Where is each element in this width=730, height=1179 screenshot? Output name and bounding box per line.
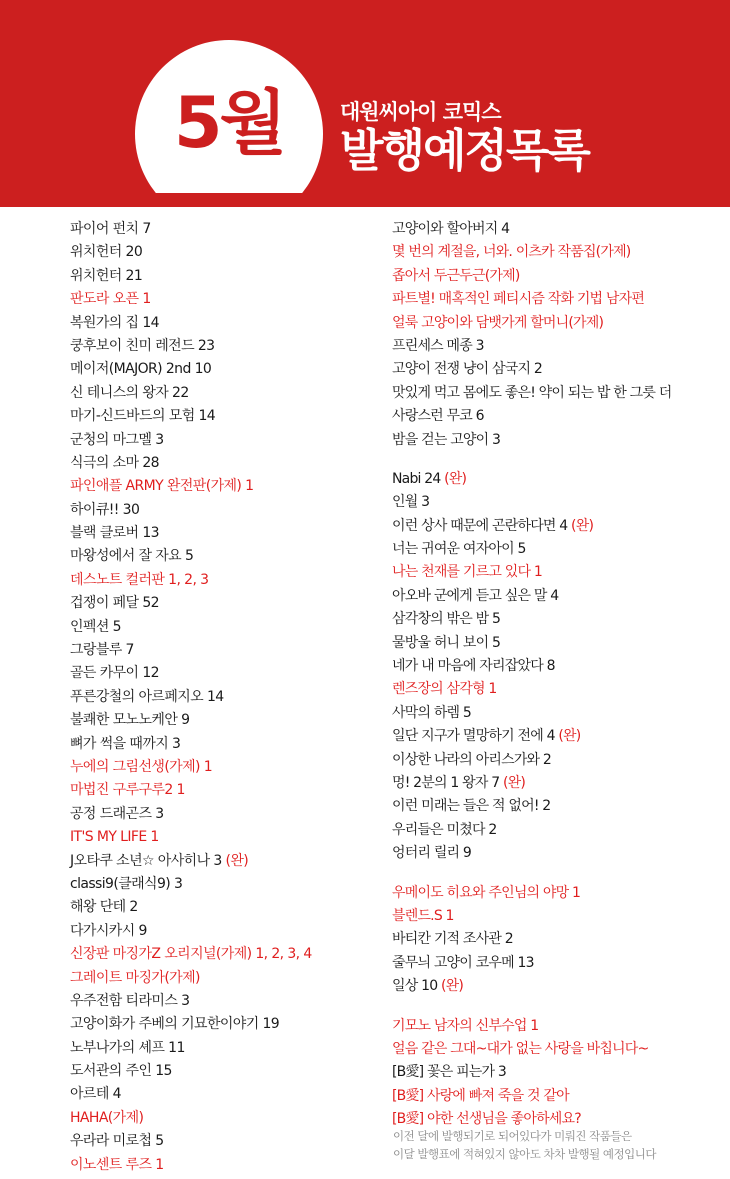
list-item (70, 779, 360, 802)
list-item-title: 다가시카시 9 (70, 922, 147, 939)
list-item-title: 바티칸 기적 조사관 2 (392, 931, 513, 948)
group-spacer (392, 866, 722, 882)
list-item (392, 928, 722, 951)
publisher-label: 대원씨아이 코믹스 (340, 100, 501, 124)
list-item (70, 288, 360, 311)
completed-badge: (완) (221, 852, 249, 869)
list-item (70, 592, 360, 615)
list-item (392, 702, 722, 725)
list-item-title: 렌즈장의 삼각형 1 (392, 681, 497, 698)
list-item-title: 식극의 소마 28 (70, 454, 159, 471)
list-item (70, 405, 360, 428)
list-item-title: 삼각창의 밖은 밤 5 (392, 611, 501, 628)
list-item (70, 1060, 360, 1083)
list-item-title: 인펙션 5 (70, 618, 121, 635)
list-item-title: 푸른강철의 아르페지오 14 (70, 688, 224, 705)
list-item (70, 382, 360, 405)
page-title: 발행예정목록 (340, 124, 589, 177)
list-item-title: 누에의 그림선생(가제) 1 (70, 758, 213, 775)
list-item-title: 우메이도 히요와 주인님의 야망 1 (392, 884, 581, 901)
list-item (70, 943, 360, 966)
list-item-title: 해왕 단테 2 (70, 899, 138, 916)
list-item-title: 신 테니스의 왕자 22 (70, 384, 189, 401)
list-item (392, 468, 722, 491)
list-item (70, 499, 360, 522)
list-item-title: 뼈가 썩을 때까지 3 (70, 735, 181, 752)
list-item (392, 515, 722, 538)
list-item (392, 678, 722, 701)
list-item-title: 파이어 펀치 7 (70, 221, 151, 237)
list-item (70, 686, 360, 709)
list-item-title: J오타쿠 소년☆ 아사히나 3 (70, 852, 222, 869)
list-item (392, 1085, 722, 1108)
list-item-title: 인월 3 (392, 494, 430, 511)
list-item (392, 795, 722, 818)
month-label: 5월 (173, 82, 285, 164)
list-item (392, 335, 722, 358)
completed-badge: (완) (440, 470, 467, 487)
list-item (70, 733, 360, 756)
list-item (70, 896, 360, 919)
list-item (392, 655, 722, 678)
list-item (70, 358, 360, 381)
completed-badge: (완) (554, 728, 581, 745)
list-item-title: 위치헌터 21 (70, 267, 143, 284)
list-item (392, 749, 722, 772)
list-item (70, 873, 360, 896)
list-item (70, 920, 360, 943)
list-item (70, 569, 360, 592)
list-item (70, 1083, 360, 1106)
list-item (392, 405, 722, 428)
list-item-title: 줄무늬 고양이 코우메 13 (392, 954, 534, 971)
list-item-title: 맛있게 먹고 몸에도 좋은! 약이 되는 밥 한 그릇 더 (392, 384, 672, 401)
list-item-title: [B愛] 야한 선생님을 좋아하세요? (392, 1111, 581, 1128)
list-item-title: 군청의 마그멜 3 (70, 431, 164, 448)
list-item (392, 1038, 722, 1061)
list-item-title: 마법진 구루구루2 1 (70, 782, 185, 799)
list-item (392, 585, 722, 608)
list-item-title: 신장판 마징가Z 오리지널(가제) 1, 2, 3, 4 (70, 946, 312, 963)
list-item-title: 얼음 같은 그대~대가 없는 사랑을 바칩니다~ (392, 1040, 649, 1057)
list-item-title: 마왕성에서 잘 자요 5 (70, 548, 194, 565)
list-item (70, 709, 360, 732)
list-item (70, 639, 360, 662)
list-item (392, 241, 722, 264)
list-item-title: 데스노트 컬러판 1, 2, 3 (70, 571, 209, 588)
group-spacer (392, 999, 722, 1015)
list-item-title: 우리들은 미쳤다 2 (392, 821, 497, 838)
list-item-title: 그랑블루 7 (70, 642, 134, 659)
list-item (70, 1107, 360, 1130)
list-item-title: Nabi 24 (392, 470, 441, 487)
list-item-title: 골든 카무이 12 (70, 665, 159, 682)
list-item (392, 975, 722, 998)
list-item-title: 고양이와 할아버지 4 (392, 221, 510, 237)
list-item (392, 1015, 722, 1038)
list-item (70, 990, 360, 1013)
list-item-title: classi9(클래식9) 3 (70, 875, 183, 892)
list-item (70, 616, 360, 639)
list-item-title: 우주전함 티라미스 3 (70, 992, 190, 1009)
left-column-list (70, 218, 360, 1177)
list-item (70, 1130, 360, 1153)
list-item (392, 905, 722, 928)
list-item (392, 952, 722, 975)
list-item (392, 429, 722, 452)
list-item (392, 725, 722, 748)
list-item-title: 아르테 4 (70, 1086, 121, 1103)
list-item-title: 일단 지구가 멸망하기 전에 4 (392, 728, 555, 745)
header-bottom-bar (0, 193, 730, 207)
list-item-title: 이런 상사 때문에 곤란하다면 4 (392, 517, 568, 534)
list-item-title: 위치헌터 20 (70, 244, 143, 261)
list-item (392, 772, 722, 795)
list-item-title: 기모노 남자의 신부수업 1 (392, 1017, 539, 1034)
completed-badge: (완) (437, 978, 464, 995)
list-item (392, 218, 722, 241)
list-item (392, 882, 722, 905)
list-item (70, 241, 360, 264)
list-item-title: 고양이 전쟁 냥이 삼국지 2 (392, 361, 542, 378)
list-item (392, 358, 722, 381)
list-item (70, 312, 360, 335)
list-item (70, 1154, 360, 1177)
list-item (392, 288, 722, 311)
list-item-title: 좁아서 두근두근(가제) (392, 267, 520, 284)
list-item (70, 429, 360, 452)
right-column-list (392, 218, 722, 1131)
list-item (70, 826, 360, 849)
list-item (70, 850, 360, 873)
list-item-title: 이노센트 루즈 1 (70, 1156, 164, 1173)
list-item (70, 803, 360, 826)
list-item-title: [B愛] 사랑에 빠져 죽을 것 같아 (392, 1087, 569, 1104)
list-item (70, 265, 360, 288)
list-item-title: [B愛] 꽃은 피는가 3 (392, 1064, 507, 1081)
list-item-title: 멍! 2분의 1 왕자 7 (392, 774, 500, 791)
footnote-line: 이전 달에 발행되기로 되어있다가 미뤄진 작품들은 (393, 1129, 632, 1143)
list-item (392, 632, 722, 655)
list-item (70, 452, 360, 475)
list-item (70, 756, 360, 779)
list-item-title: 일상 10 (392, 978, 438, 995)
list-item (70, 475, 360, 498)
list-item-title: 블랙 클로버 13 (70, 525, 159, 542)
list-item (70, 1037, 360, 1060)
list-item-title: 복원가의 집 14 (70, 314, 159, 331)
list-item-title: 겁쟁이 페달 52 (70, 595, 159, 612)
list-item-title: 얼룩 고양이와 담뱃가게 할머니(가제) (392, 314, 604, 331)
list-item (392, 608, 722, 631)
list-item-title: 파인애플 ARMY 완전판(가제) 1 (70, 478, 254, 495)
list-item-title: 판도라 오픈 1 (70, 291, 151, 308)
list-item-title: 이상한 나라의 아리스가와 2 (392, 751, 552, 768)
list-item (70, 218, 360, 241)
list-item-title: 블렌드.S 1 (392, 907, 454, 924)
list-item-title: 하이큐!! 30 (70, 501, 140, 518)
list-item-title: 도서관의 주인 15 (70, 1063, 172, 1080)
list-item (392, 819, 722, 842)
list-item (392, 842, 722, 865)
list-item (70, 967, 360, 990)
list-item (70, 662, 360, 685)
list-item (392, 382, 722, 405)
footnote (393, 1127, 713, 1163)
list-item (392, 312, 722, 335)
list-item-title: 파트별! 매혹적인 페티시즘 작화 기법 남자편 (392, 291, 645, 308)
list-item-title: 공정 드래곤즈 3 (70, 805, 164, 822)
list-item-title: 몇 번의 계절을, 너와. 이츠카 작품집(가제) (392, 244, 631, 261)
list-item-title: 쿵후보이 친미 레전드 23 (70, 337, 215, 354)
list-item-title: 물방울 허니 보이 5 (392, 634, 501, 651)
list-item-title: 우라라 미로첩 5 (70, 1133, 164, 1150)
list-item (70, 335, 360, 358)
list-item-title: 프린세스 메종 3 (392, 337, 484, 354)
group-spacer (392, 452, 722, 468)
list-item-title: 사막의 하렘 5 (392, 704, 472, 721)
list-item-title: 노부나가의 셰프 11 (70, 1039, 185, 1056)
list-item-title: 아오바 군에게 듣고 싶은 말 4 (392, 587, 559, 604)
list-item (392, 265, 722, 288)
list-item-title: 마기-신드바드의 모험 14 (70, 408, 216, 425)
list-item-title: 네가 내 마음에 자리잡았다 8 (392, 658, 555, 675)
list-item-title: 그레이트 마징가(가제) (70, 969, 200, 986)
list-item-title: 사랑스런 무코 6 (392, 408, 484, 425)
list-item (392, 491, 722, 514)
list-item (70, 522, 360, 545)
list-item-title: 이런 미래는 들은 적 없어! 2 (392, 798, 551, 815)
list-item-title: 엉터리 릴리 9 (392, 845, 472, 862)
list-item (70, 545, 360, 568)
list-item-title: 고양이화가 주베의 기묘한이야기 19 (70, 1016, 280, 1033)
list-item (392, 538, 722, 561)
list-item (70, 1013, 360, 1036)
list-item-title: 밤을 걷는 고양이 3 (392, 431, 501, 448)
list-item (392, 561, 722, 584)
list-item-title: 나는 천재를 기르고 있다 1 (392, 564, 542, 581)
completed-badge: (완) (499, 774, 526, 791)
footnote-line: 이달 발행표에 적혀있지 않아도 차차 발행될 예정입니다 (393, 1147, 656, 1161)
list-item-title: 너는 귀여운 여자아이 5 (392, 541, 526, 558)
list-item-title: HAHA(가제) (70, 1109, 144, 1126)
completed-badge: (완) (567, 517, 594, 534)
list-item (392, 1061, 722, 1084)
list-item-title: 불쾌한 모노노케안 9 (70, 712, 190, 729)
list-item-title: 메이저(MAJOR) 2nd 10 (70, 361, 212, 378)
list-item-title: IT'S MY LIFE 1 (70, 829, 159, 846)
